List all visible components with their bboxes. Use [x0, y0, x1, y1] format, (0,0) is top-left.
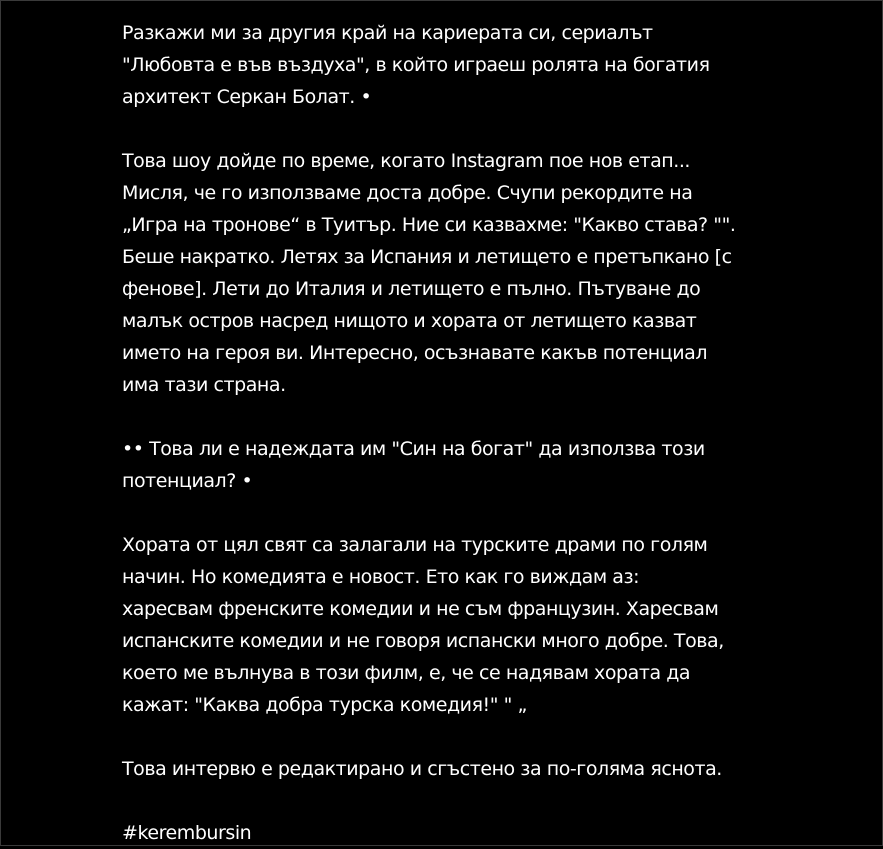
text-line: „Игра на тронове“ в Туитър. Ние си казвахме: "Какво става? "". — [122, 214, 736, 236]
text-line: Разкажи ми за другия край на кариерата си, сериалът — [122, 22, 653, 44]
paragraph-answer-2 — [122, 529, 837, 721]
paragraph-hashtags — [122, 817, 837, 849]
text-line: малък остров насред нищото и хората от летището казват — [122, 310, 697, 332]
text-line: Това шоу дойде по време, когато Instagram пое нов етап... — [122, 150, 691, 172]
text-line: архитект Серкан Болат. • — [122, 86, 372, 108]
paragraph-question-2 — [122, 433, 837, 497]
text-line: името на героя ви. Интересно, осъзнавате какъв потенциал — [122, 342, 708, 364]
text-line: потенциал? • — [122, 470, 253, 492]
text-line: фенове]. Лети до Италия и летището е пълно. Пътуване до — [122, 278, 701, 300]
text-line: Беше накратко. Летях за Испания и летището е претъпкано [с — [122, 246, 732, 268]
text-line: което ме вълнува в този филм, е, че се надявам хората да — [122, 662, 691, 684]
text-line: •• Това ли е надеждата им "Син на богат" да използва този — [122, 438, 705, 460]
text-line: Това интервю е редактирано и сгъстено за по-голяма яснота. — [122, 758, 722, 780]
paragraph-editor-note — [122, 753, 837, 785]
text-line: испанските комедии и не говоря испански много добре. Това, — [122, 630, 724, 652]
text-line: Мисля, че го използваме доста добре. Счупи рекордите на — [122, 182, 693, 204]
text-line: има тази страна. — [122, 374, 286, 396]
text-line: начин. Но комедията е новост. Ето как го виждам аз: — [122, 566, 640, 588]
text-line: "Любовта е във въздуха", в който играеш ролята на богатия — [122, 54, 710, 76]
text-line: Хората от цял свят са залагали на турските драми по голям — [122, 534, 708, 556]
hashtag-link[interactable]: #kerembursin — [122, 822, 252, 844]
text-line: харесвам френските комедии и не съм французин. Харесвам — [122, 598, 719, 620]
post-body — [122, 17, 837, 849]
text-line: кажат: "Каква добра турска комедия!" " „ — [122, 694, 527, 716]
paragraph-question-1 — [122, 17, 837, 113]
paragraph-answer-1 — [122, 145, 837, 401]
